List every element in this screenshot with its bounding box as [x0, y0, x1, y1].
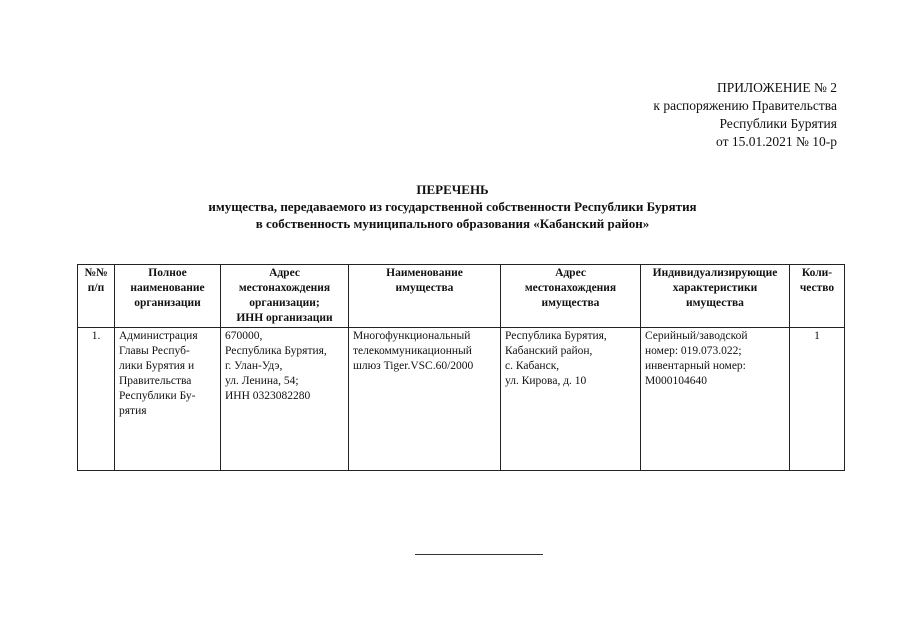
cell-organization: Администрация Главы Респуб- лики Бурятия и Правительства Республики Бу- рятия — [115, 328, 221, 471]
header-property-name: Наименование имущества — [349, 265, 501, 328]
appendix-reference: к распоряжению Правительства — [653, 98, 837, 113]
document-title — [0, 181, 905, 232]
cell-characteristics: Серийный/заводской номер: 019.073.022; инвентарный номер: М000104640 — [641, 328, 790, 471]
appendix-number: ПРИЛОЖЕНИЕ № 2 — [716, 80, 837, 95]
header-number: №№ п/п — [78, 265, 115, 328]
header-organization-address: Адрес местонахождения организации; ИНН организации — [221, 265, 349, 328]
cell-property-name: Многофункциональный телекоммуникационный шлюз Tiger.VSC.60/2000 — [349, 328, 501, 471]
cell-number: 1. — [78, 328, 115, 471]
appendix-date: от 15.01.2021 № 10-р — [716, 134, 837, 149]
appendix-block — [653, 79, 837, 151]
cell-quantity: 1 — [790, 328, 845, 471]
header-property-address: Адрес местонахождения имущества — [501, 265, 641, 328]
appendix-republic: Республики Бурятия — [719, 116, 837, 131]
property-table — [77, 264, 845, 471]
cell-organization-address: 670000, Республика Бурятия, г. Улан-Удэ, ул. Ленина, 54; ИНН 0323082280 — [221, 328, 349, 471]
title-heading: ПЕРЕЧЕНЬ — [416, 182, 489, 197]
header-quantity: Коли- чество — [790, 265, 845, 328]
closing-rule-divider — [415, 554, 543, 555]
table-row — [78, 328, 845, 471]
cell-property-address: Республика Бурятия, Кабанский район, с. Кабанск, ул. Кирова, д. 10 — [501, 328, 641, 471]
table-header-row — [78, 265, 845, 328]
title-line-1: имущества, передаваемого из государственной собственности Республики Бурятия — [208, 199, 697, 214]
header-organization: Полное наименование организации — [115, 265, 221, 328]
header-characteristics: Индивидуализирующие характеристики имущества — [641, 265, 790, 328]
title-line-2: в собственность муниципального образования «Кабанский район» — [255, 216, 650, 231]
